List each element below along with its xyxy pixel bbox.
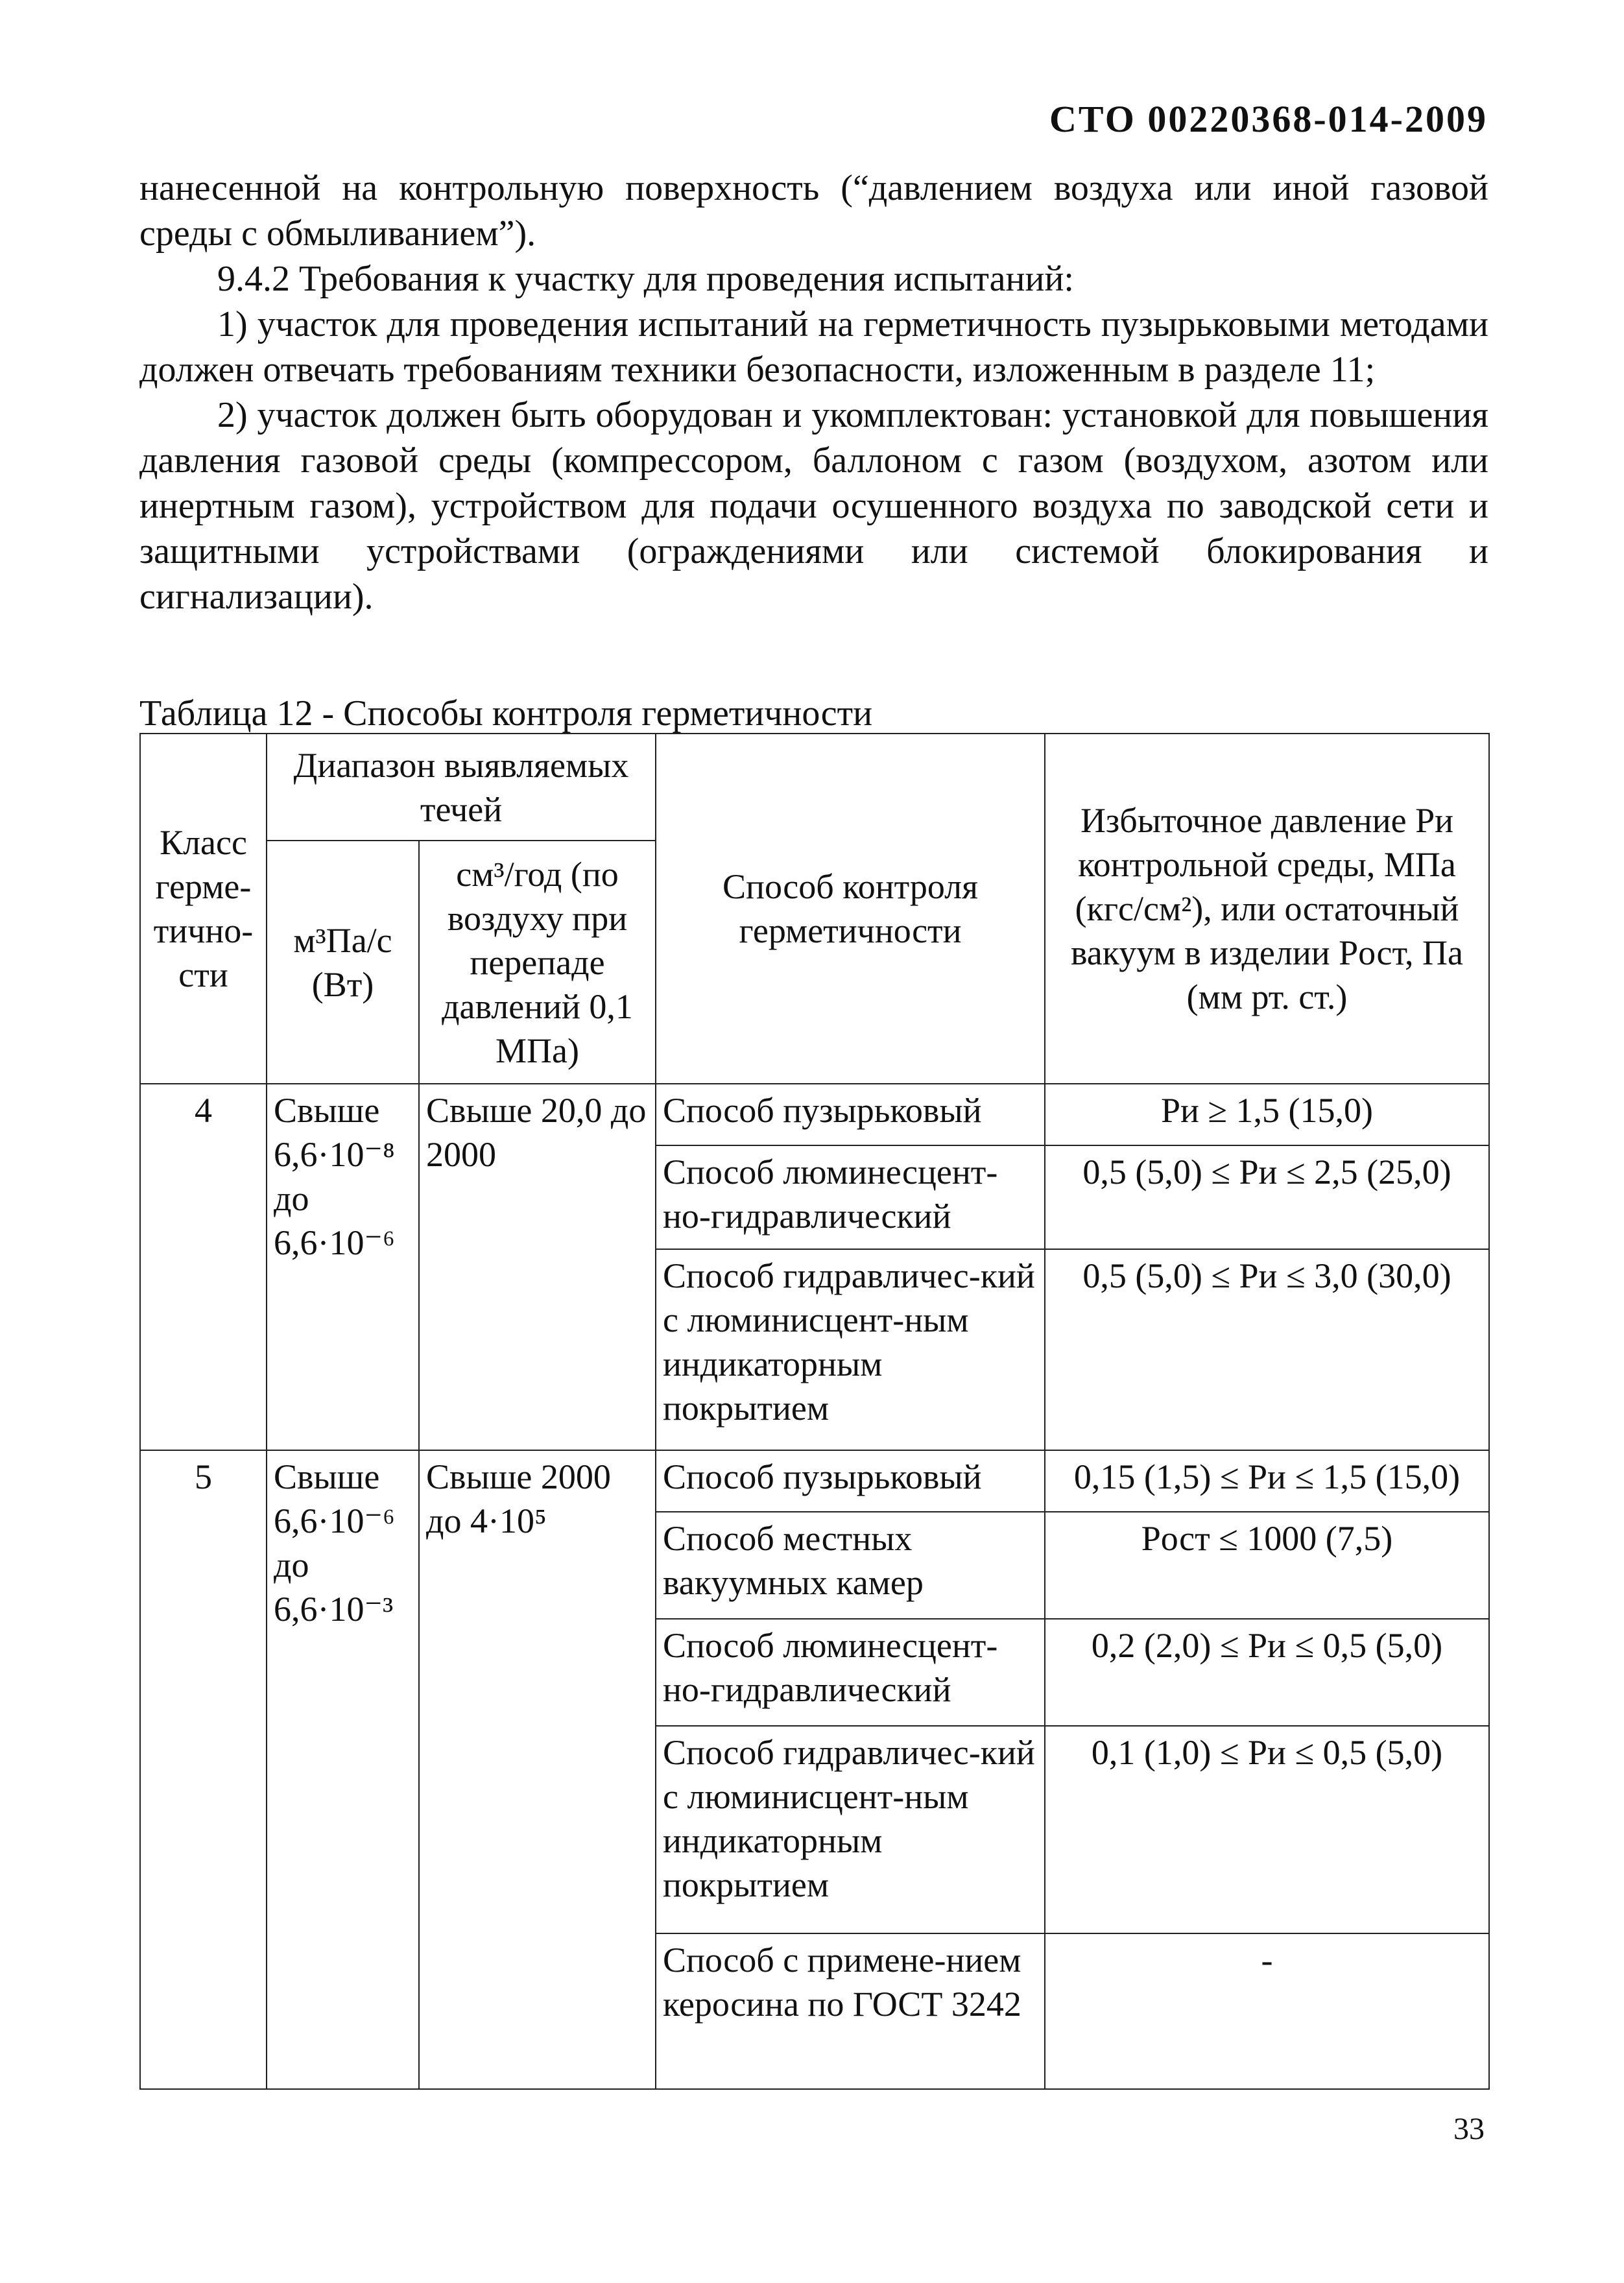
pressure-cell: - bbox=[1045, 1933, 1489, 2089]
pressure-cell: 0,15 (1,5) ≤ Pи ≤ 1,5 (15,0) bbox=[1045, 1450, 1489, 1512]
pressure-cell: 0,2 (2,0) ≤ Pи ≤ 0,5 (5,0) bbox=[1045, 1619, 1489, 1726]
pressure-cell: Pи ≥ 1,5 (15,0) bbox=[1045, 1084, 1489, 1145]
pressure-cell: 0,5 (5,0) ≤ Pи ≤ 2,5 (25,0) bbox=[1045, 1145, 1489, 1249]
tightness-methods-table bbox=[139, 733, 1490, 2090]
header-pressure: Избыточное давление Pи контрольной среды, МПа (кгс/см²), или остаточный вакуум в изделии Pост, Па (мм рт. ст.) bbox=[1045, 734, 1489, 1084]
document-code-header: СТО 00220368-014-2009 bbox=[1049, 98, 1488, 140]
table-caption: Таблица 12 - Способы контроля герметичности bbox=[139, 693, 873, 734]
method-cell: Способ с примене-нием керосина по ГОСТ 3242 bbox=[656, 1933, 1045, 2089]
header-class: Класс герме-тично-сти bbox=[140, 734, 267, 1084]
method-cell: Способ гидравличес-кий с люминисцент-ным индикаторным покрытием bbox=[656, 1249, 1045, 1450]
range-m3pa-cell: Свыше 6,6·10⁻⁸ до 6,6·10⁻⁶ bbox=[267, 1084, 419, 1450]
class-cell: 5 bbox=[140, 1450, 267, 2089]
pressure-cell: 0,5 (5,0) ≤ Pи ≤ 3,0 (30,0) bbox=[1045, 1249, 1489, 1450]
method-cell: Способ люминесцент-но-гидравлический bbox=[656, 1145, 1045, 1249]
pressure-cell: 0,1 (1,0) ≤ Pи ≤ 0,5 (5,0) bbox=[1045, 1726, 1489, 1933]
range-m3pa-cell: Свыше 6,6·10⁻⁶ до 6,6·10⁻³ bbox=[267, 1450, 419, 2089]
header-unit-cm3: см³/год (по воздуху при перепаде давлений 0,1 МПа) bbox=[419, 841, 656, 1084]
range-cm3-cell: Свыше 20,0 до 2000 bbox=[419, 1084, 656, 1450]
method-cell: Способ люминесцент-но-гидравлический bbox=[656, 1619, 1045, 1726]
requirement-item-1: 1) участок для проведения испытаний на герметичность пузырьковыми методами должен отвечать требованиям техники безопасности, изложенным в разделе 11; bbox=[139, 304, 1488, 390]
header-unit-m3pa: м³Па/с (Вт) bbox=[267, 841, 419, 1084]
section-heading-9-4-2: 9.4.2 Требования к участку для проведения испытаний: bbox=[217, 259, 1074, 299]
body-text bbox=[139, 165, 1488, 619]
range-cm3-cell: Свыше 2000 до 4·10⁵ bbox=[419, 1450, 656, 2089]
header-method: Способ контроля герметичности bbox=[656, 734, 1045, 1084]
header-range-group: Диапазон выявляемых течей bbox=[267, 734, 656, 841]
page-number: 33 bbox=[1453, 2112, 1485, 2146]
paragraph-continuation: нанесенной на контрольную поверхность (“давлением воздуха или иной газовой среды с обмыливанием”). bbox=[139, 168, 1488, 254]
requirement-item-2: 2) участок должен быть оборудован и укомплектован: установкой для повышения давления газовой среды (компрессором, баллоном с газом (воздухом, азотом или инертным газом), устройством для подачи осушенного воздуха по заводской сети и защитными устройствами (ограждениями или системой блокирования и сигнализации). bbox=[139, 395, 1488, 617]
pressure-cell: Pост ≤ 1000 (7,5) bbox=[1045, 1512, 1489, 1619]
method-cell: Способ пузырьковый bbox=[656, 1084, 1045, 1145]
method-cell: Способ гидравличес-кий с люминисцент-ным индикаторным покрытием bbox=[656, 1726, 1045, 1933]
method-cell: Способ пузырьковый bbox=[656, 1450, 1045, 1512]
class-cell: 4 bbox=[140, 1084, 267, 1450]
method-cell: Способ местных вакуумных камер bbox=[656, 1512, 1045, 1619]
